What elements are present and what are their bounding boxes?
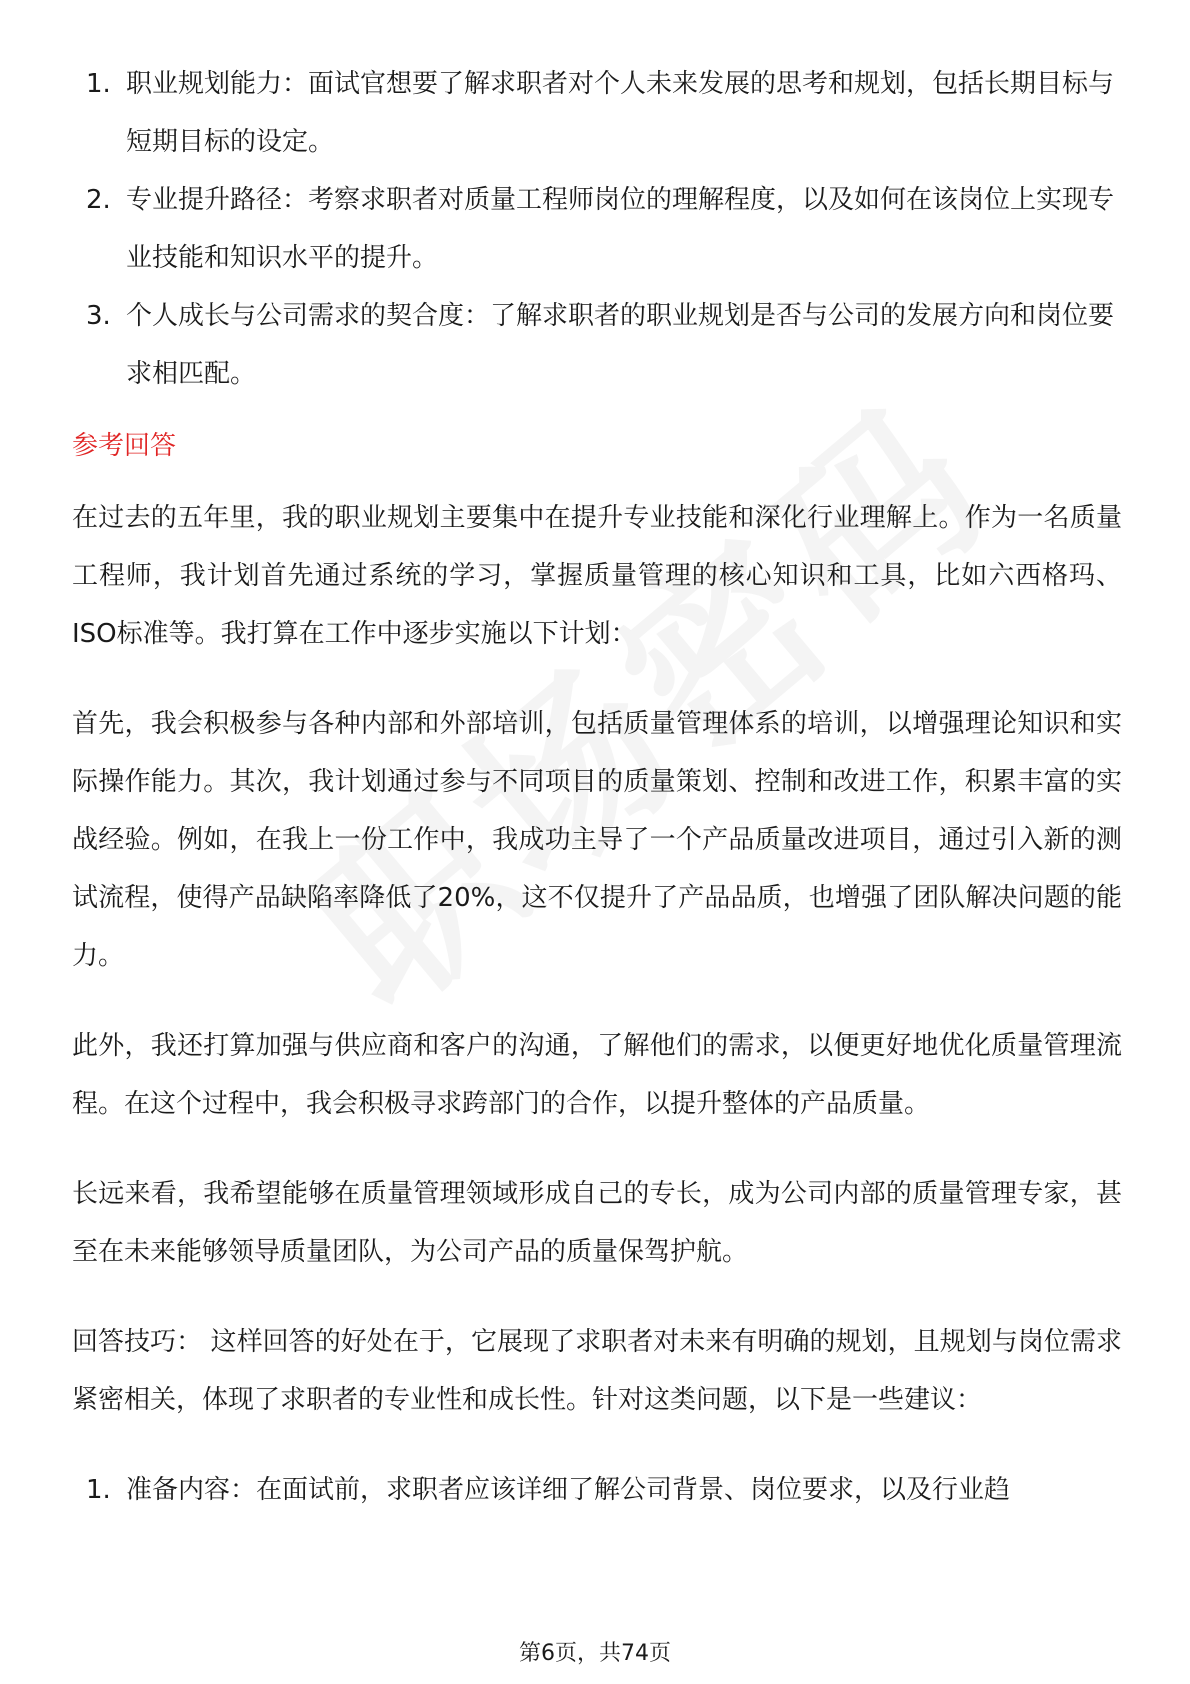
tips-list xyxy=(72,1461,1122,1519)
list-item xyxy=(72,55,1122,171)
paragraph: 长远来看，我希望能够在质量管理领域形成自己的专长，成为公司内部的质量管理专家，甚至在未来能够领导质量团队，为公司产品的质量保驾护航。 xyxy=(72,1179,1122,1267)
page-footer: 第6页，共74页 xyxy=(519,1641,671,1666)
list-text: 个人成长与公司需求的契合度：了解求职者的职业规划是否与公司的发展方向和岗位要求相匹配。 xyxy=(126,301,1115,389)
list-text: 职业规划能力：面试官想要了解求职者对个人未来发展的思考和规划，包括长期目标与短期目标的设定。 xyxy=(126,69,1115,157)
list-number: 1. xyxy=(86,1475,111,1505)
list-text: 准备内容：在面试前，求职者应该详细了解公司背景、岗位要求，以及行业趋 xyxy=(126,1475,1011,1505)
paragraph: 此外，我还打算加强与供应商和客户的沟通，了解他们的需求，以便更好地优化质量管理流程。在这个过程中，我会积极寻求跨部门的合作，以提升整体的产品质量。 xyxy=(72,1031,1122,1119)
list-number: 3. xyxy=(86,301,111,331)
paragraph: 在过去的五年里，我的职业规划主要集中在提升专业技能和深化行业理解上。作为一名质量工程师，我计划首先通过系统的学习，掌握质量管理的核心知识和工具，比如六西格玛、ISO标准等。我打算在工作中逐步实施以下计划： xyxy=(72,503,1122,649)
list-item xyxy=(72,1461,1122,1519)
answer-heading: 参考回答 xyxy=(72,431,177,461)
intro-list xyxy=(72,55,1122,403)
list-text: 专业提升路径：考察求职者对质量工程师岗位的理解程度，以及如何在该岗位上实现专业技能和知识水平的提升。 xyxy=(126,185,1115,273)
page-content xyxy=(72,55,1122,1519)
paragraph: 回答技巧： 这样回答的好处在于，它展现了求职者对未来有明确的规划，且规划与岗位需求紧密相关，体现了求职者的专业性和成长性。针对这类问题，以下是一些建议： xyxy=(72,1327,1122,1415)
list-number: 2. xyxy=(86,185,111,215)
list-item xyxy=(72,171,1122,287)
list-item xyxy=(72,287,1122,403)
list-number: 1. xyxy=(86,69,111,99)
paragraph: 首先，我会积极参与各种内部和外部培训，包括质量管理体系的培训，以增强理论知识和实际操作能力。其次，我计划通过参与不同项目的质量策划、控制和改进工作，积累丰富的实战经验。例如，在我上一份工作中，我成功主导了一个产品质量改进项目，通过引入新的测试流程，使得产品缺陷率降低了20%，这不仅提升了产品品质，也增强了团队解决问题的能力。 xyxy=(72,709,1122,971)
